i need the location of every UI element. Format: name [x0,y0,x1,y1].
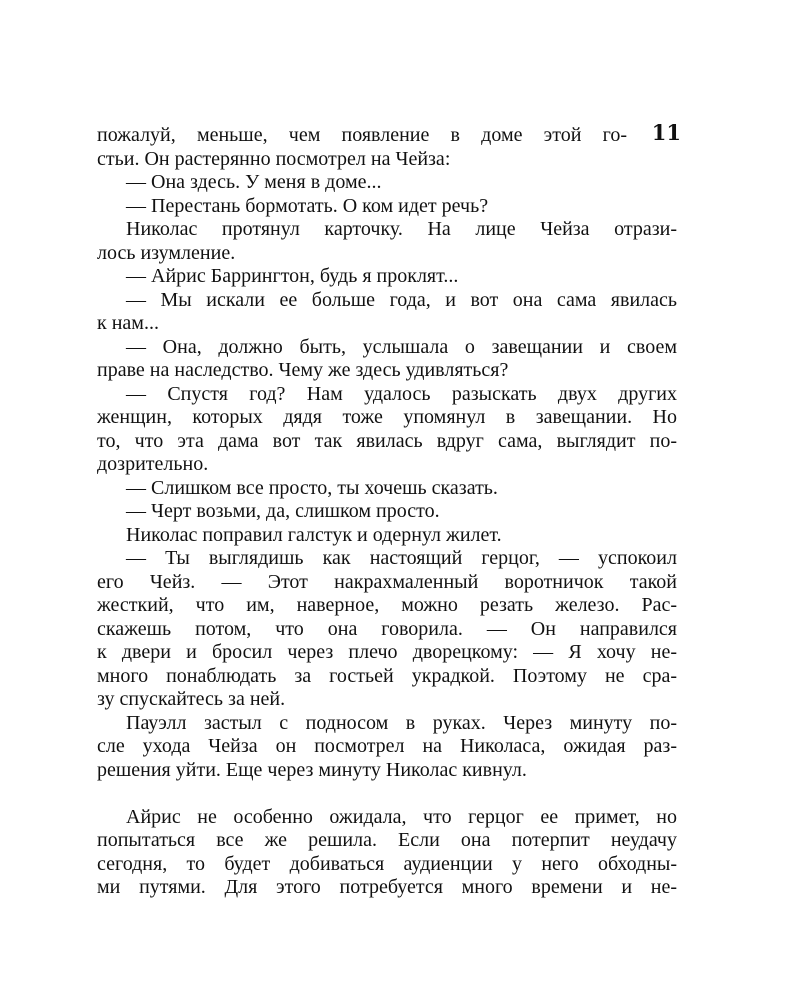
text-line: — Слишком все просто, ты хочешь сказать. [126,476,498,499]
text-line: — Мы искали ее больше года, и вот она сама явилась [126,288,677,311]
text-line: Пауэлл застыл с подносом в руках. Через минуту по- [126,711,677,734]
text-line: — Спустя год? Нам удалось разыскать двух других [126,382,677,405]
text-line: — Перестань бормотать. О ком идет речь? [126,194,489,217]
text-line: Айрис не особенно ожидала, что герцог ее примет, но [126,805,677,828]
page-number: 11 [651,120,681,145]
text-line: стьи. Он растерянно посмотрел на Чейза: [97,147,451,170]
text-line: попытаться все же решила. Если она потерпит неудачу [97,829,677,851]
text-line: праве на наследство. Чему же здесь удивляться? [97,359,509,381]
text-line: то, что эта дама вот так явилась вдруг сама, выглядит по- [97,429,677,452]
section-break [97,782,677,806]
text-line: женщин, которых дядя тоже упомянул в завещании. Но [97,406,677,428]
text-line: решения уйти. Еще через минуту Николас кивнул. [97,758,527,781]
text-line: жесткий, что им, наверное, можно резать железо. Рас- [97,594,677,616]
text-line: Николас поправил галстук и одернул жилет. [126,523,502,546]
text-line: — Она, должно быть, услышала о завещании и своем [126,335,677,358]
text-line: скажешь потом, что она говорила. — Он направился [97,617,677,640]
text-line: — Ты выглядишь как настоящий герцог, — успокоил [126,547,677,569]
text-line: зу спускайтесь за ней. [97,688,286,710]
text-line: ми путями. Для этого потребуется много времени и не- [97,876,677,898]
text-line: Николас протянул карточку. На лице Чейза отрази- [126,218,677,240]
text-line: много понаблюдать за гостьей украдкой. Поэтому не сра- [97,664,677,687]
text-line: его Чейз. — Этот накрахмаленный воротничок такой [97,570,677,593]
text-line: — Черт возьми, да, слишком просто. [126,500,440,522]
text-line: — Айрис Баррингтон, будь я проклят... [126,265,459,287]
text-line: — Она здесь. У меня в доме... [126,171,382,193]
text-line: пожалуй, меньше, чем появление в доме этой го- [97,124,627,146]
text-line: к двери и бросил через плечо дворецкому: — Я хочу не- [97,641,677,663]
text-line: к нам... [97,312,159,334]
text-line: сле ухода Чейза он посмотрел на Николаса, ожидая раз- [97,735,677,757]
text-line: дозрительно. [97,453,209,475]
text-line: лось изумление. [97,241,236,264]
body-text [97,124,677,900]
text-line: сегодня, то будет добиваться аудиенции у него обходны- [97,852,677,875]
